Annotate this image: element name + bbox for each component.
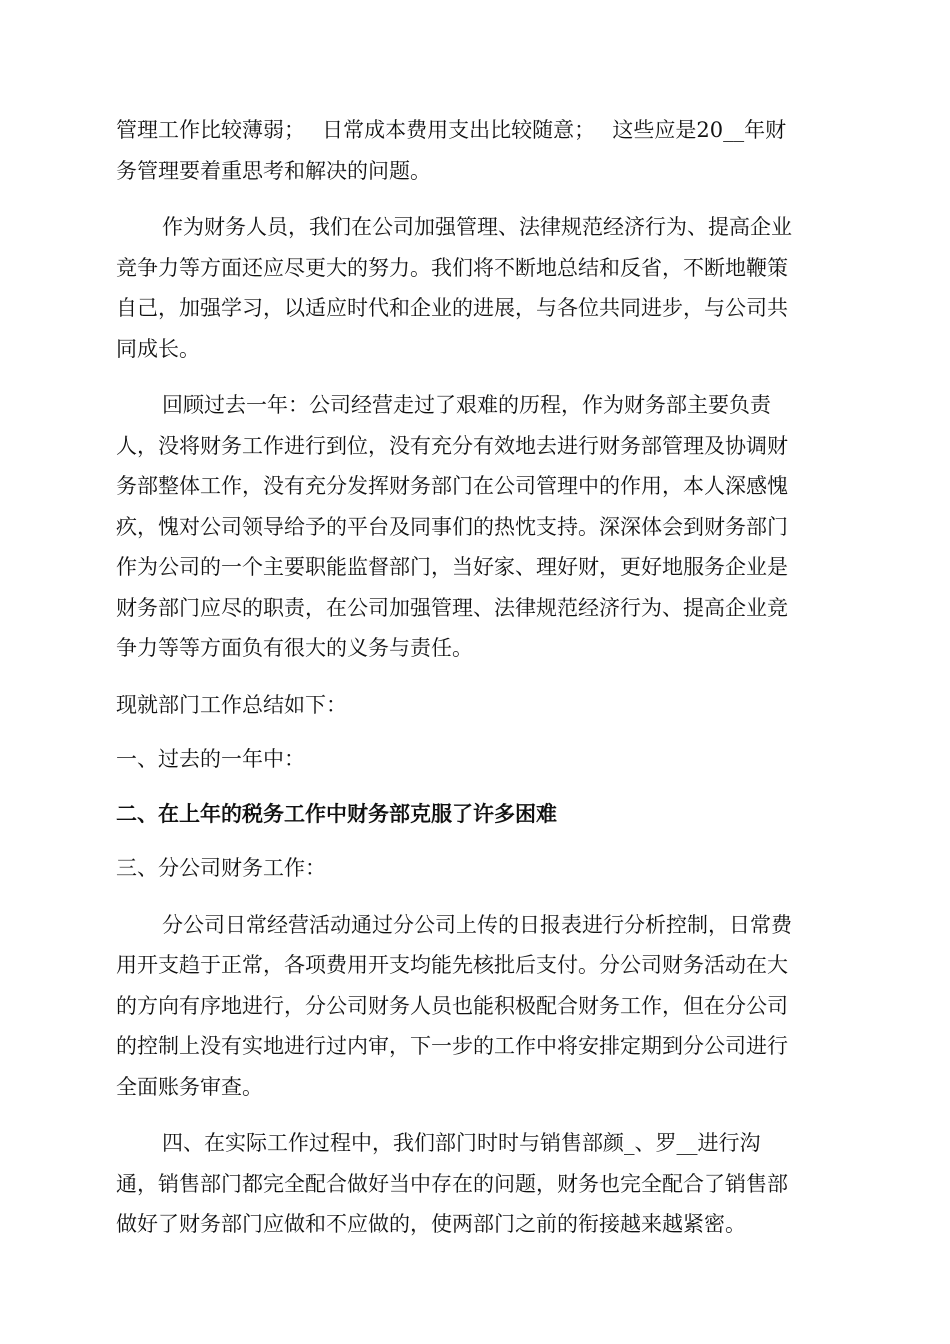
paragraph-branch-finance xyxy=(116,905,836,1108)
text-line: 争力等等方面负有很大的义务与责任。 xyxy=(116,636,473,660)
paragraph-year-review xyxy=(116,385,836,669)
text-line: 通，销售部门都完全配合做好当中存在的问题，财务也完全配合了销售部 xyxy=(116,1171,788,1196)
text-line: 务管理要着重思考和解决的问题。 xyxy=(116,158,431,183)
text-line: 回顾过去一年：公司经营走过了艰难的历程，作为财务部主要负责 xyxy=(162,393,771,417)
paragraph-summary-intro xyxy=(116,685,836,726)
text-line: 一、过去的一年中： xyxy=(116,747,305,771)
paragraph-sales-coordination xyxy=(116,1123,836,1245)
text-line: 三、分公司财务工作： xyxy=(116,856,326,880)
text-line: 的控制上没有实地进行过内审，下一步的工作中将安排定期到分公司进行 xyxy=(116,1034,788,1058)
paragraph-cost-management xyxy=(116,110,836,191)
text-line: 竞争力等方面还应尽更大的努力。我们将不断地总结和反省，不断地鞭策 xyxy=(116,255,788,280)
text-line: 现就部门工作总结如下： xyxy=(116,692,347,717)
text-line: 全面账务审查。 xyxy=(116,1074,263,1099)
text-line: 财务部门应尽的职责，在公司加强管理、法律规范经济行为、提高企业竞 xyxy=(116,595,788,620)
text-line: 分公司日常经营活动通过分公司上传的日报表进行分析控制，日常费 xyxy=(162,912,792,937)
text-line: 二、在上年的税务工作中财务部克服了许多困难 xyxy=(116,800,557,826)
section-heading-1 xyxy=(116,739,836,780)
text-line: 疚，愧对公司领导给予的平台及同事们的热忱支持。深深体会到财务部门 xyxy=(116,514,788,539)
text-line: 四、在实际工作过程中，我们部门时时与销售部颜_、罗__进行沟 xyxy=(162,1131,761,1155)
document-body xyxy=(116,110,836,1245)
section-heading-3 xyxy=(116,848,836,889)
text-line: 自己，加强学习，以适应时代和企业的进展，与各位共同进步，与公司共 xyxy=(116,296,788,320)
paragraph-finance-staff xyxy=(116,207,836,369)
text-line: 作为财务人员，我们在公司加强管理、法律规范经济行为、提高企业 xyxy=(162,215,792,239)
text-line: 用开支趋于正常，各项费用开支均能先核批后支付。分公司财务活动在大 xyxy=(116,953,788,977)
text-line: 的方向有序地进行，分公司财务人员也能积极配合财务工作，但在分公司 xyxy=(116,993,788,1018)
text-line: 做好了财务部门应做和不应做的，使两部门之前的衔接越来越紧密。 xyxy=(116,1212,746,1236)
text-line: 管理工作比较薄弱； 日常成本费用支出比较随意； 这些应是20__年财 xyxy=(116,118,787,142)
text-line: 人，没将财务工作进行到位，没有充分有效地去进行财务部管理及协调财 xyxy=(116,433,788,458)
section-heading-2 xyxy=(116,794,836,835)
text-line: 作为公司的一个主要职能监督部门，当好家、理好财，更好地服务企业是 xyxy=(116,555,788,579)
text-line: 务部整体工作，没有充分发挥财务部门在公司管理中的作用，本人深感愧 xyxy=(116,474,788,498)
text-line: 同成长。 xyxy=(116,336,200,361)
